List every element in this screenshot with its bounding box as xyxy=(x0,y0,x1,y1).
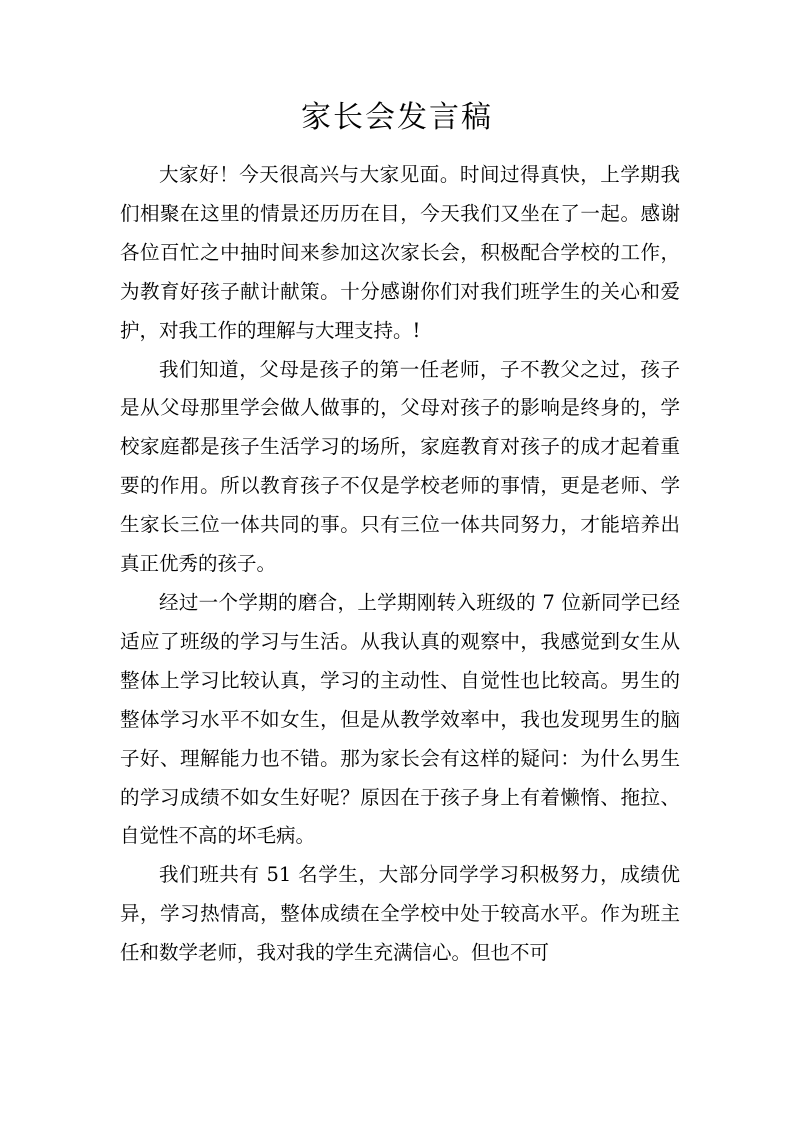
paragraph-class-overview: 我们班共有 51 名学生，大部分同学学习积极努力，成绩优异，学习热情高，整体成绩在全学校中处于较高水平。作为班主任和数学老师，我对我的学生充满信心。但也不可 xyxy=(120,863,680,965)
paragraph-greeting: 大家好！今天很高兴与大家见面。时间过得真快，上学期我们相聚在这里的情景还历历在目，今天我们又坐在了一起。感谢各位百忙之中抽时间来参加这次家长会，积极配合学校的工作，为教育好孩子献计献策。十分感谢你们对我们班学生的关心和爱护，对我工作的理解与大理支持。! xyxy=(120,163,680,342)
document-body xyxy=(120,156,680,973)
paragraph-semester-review: 经过一个学期的磨合，上学期刚转入班级的 7 位新同学已经适应了班级的学习与生活。从我认真的观察中，我感觉到女生从整体上学习比较认真，学习的主动性、自觉性也比较高。男生的整体学习水平不如女生，但是从教学效率中，我也发现男生的脑子好、理解能力也不错。那为家长会有这样的疑问：为什么男生的学习成绩不如女生好呢？原因在于孩子身上有着懒惰、拖拉、自觉性不高的坏毛病。 xyxy=(120,590,680,848)
paragraph-parents-role: 我们知道，父母是孩子的第一任老师，子不教父之过，孩子是从父母那里学会做人做事的，父母对孩子的影响是终身的，学校家庭都是孩子生活学习的场所，家庭教育对孩子的成才起着重要的作用。所以教育孩子不仅是学校老师的事情，更是老师、学生家长三位一体共同的事。只有三位一体共同努力，才能培养出真正优秀的孩子。 xyxy=(120,357,680,576)
document-title: 家长会发言稿 xyxy=(301,100,493,135)
